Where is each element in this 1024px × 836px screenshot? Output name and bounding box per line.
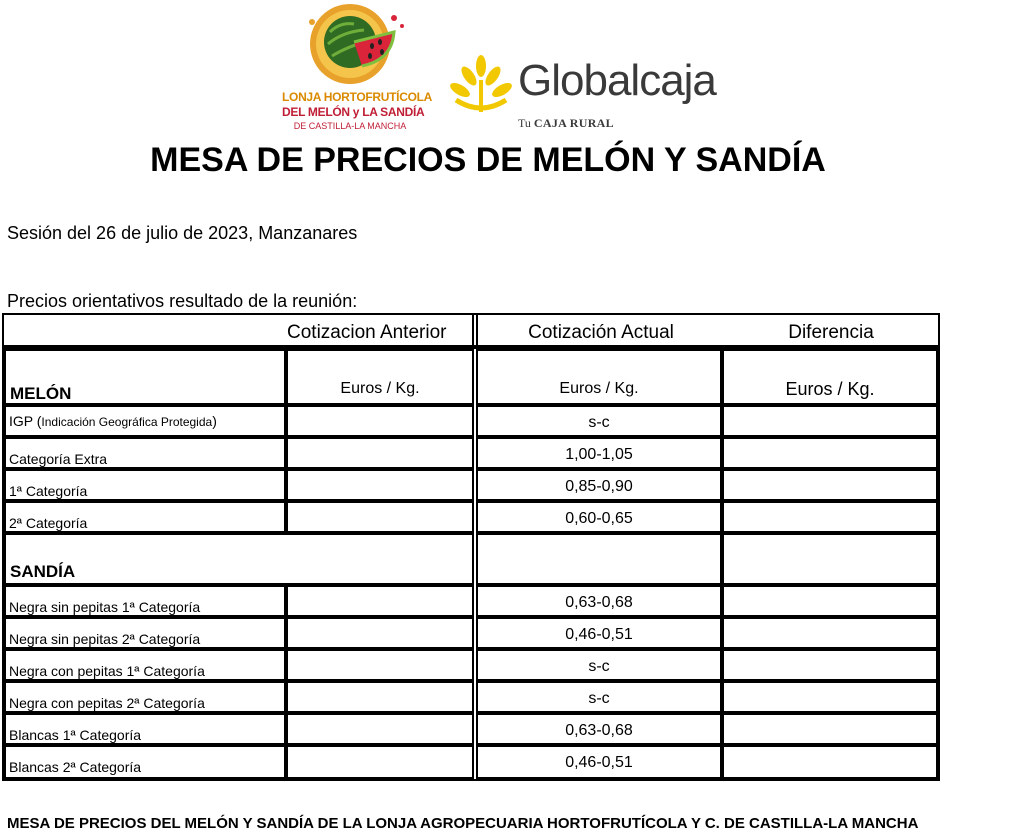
sandia-current-header-cell	[476, 533, 722, 585]
sandia-row-label: Blancas 1ª Categoría	[4, 713, 286, 745]
unit-previous-melon: Euros / Kg.	[286, 349, 474, 405]
section-label-sandia: SANDÍA	[4, 533, 474, 585]
melon-current-value: s-c	[476, 405, 722, 437]
melon-row-label: 2ª Categoría	[4, 501, 286, 533]
melon-current-value: 0,60-0,65	[476, 501, 722, 533]
melon-difference-value	[722, 469, 938, 501]
sandia-previous-value	[286, 681, 474, 713]
melon-previous-value	[286, 405, 474, 437]
melon-difference-value	[722, 501, 938, 533]
melon-row-label-small: Indicación Geográfica Protegida	[41, 415, 213, 429]
sandia-current-value: 0,63-0,68	[476, 585, 722, 617]
melon-current-value: 0,85-0,90	[476, 469, 722, 501]
header-current: Cotización Actual	[478, 315, 724, 345]
sandia-difference-value	[722, 713, 938, 745]
sandia-difference-value	[722, 681, 938, 713]
sandia-row-label: Negra con pepitas 2ª Categoría	[4, 681, 286, 713]
session-info: Sesión del 26 de julio de 2023, Manzanares	[7, 223, 358, 243]
lonja-logo-line3: DE CASTILLA-LA MANCHA	[293, 121, 407, 131]
melon-current-value: 1,00-1,05	[476, 437, 722, 469]
melon-difference-value	[722, 437, 938, 469]
melon-previous-value	[286, 501, 474, 533]
sandia-row-label: Negra sin pepitas 1ª Categoría	[4, 585, 286, 617]
melon-previous-value	[286, 469, 474, 501]
intro-text: Precios orientativos resultado de la reunión:	[7, 291, 358, 311]
sandia-difference-value	[722, 745, 938, 779]
globalcaja-name: Globalcaja	[518, 56, 716, 105]
lonja-logo	[282, 2, 432, 136]
sandia-current-value: 0,63-0,68	[476, 713, 722, 745]
melon-previous-value	[286, 437, 474, 469]
sandia-difference-value	[722, 585, 938, 617]
melon-difference-value	[722, 405, 938, 437]
sandia-current-value: s-c	[476, 681, 722, 713]
header-previous: Cotizacion Anterior	[285, 315, 474, 345]
watermelon-icon	[282, 2, 418, 92]
sandia-previous-value	[286, 617, 474, 649]
globalcaja-tagline-main: CAJA RURAL	[533, 116, 614, 130]
sandia-row-label: Blancas 2ª Categoría	[4, 745, 286, 779]
sandia-difference-value	[722, 649, 938, 681]
melon-row-label: 1ª Categoría	[4, 469, 286, 501]
lonja-logo-line1: LONJA HORTOFRUTÍCOLA	[282, 90, 432, 104]
unit-current-melon: Euros / Kg.	[476, 349, 722, 405]
sandia-difference-value	[722, 617, 938, 649]
melon-row-label	[4, 405, 286, 437]
price-table	[2, 313, 940, 781]
sandia-row-label: Negra con pepitas 1ª Categoría	[4, 649, 286, 681]
section-label-melon: MELÓN	[4, 349, 286, 405]
sandia-previous-value	[286, 649, 474, 681]
globalcaja-tagline	[518, 116, 614, 131]
sandia-previous-value	[286, 713, 474, 745]
wheat-icon	[448, 54, 514, 114]
melon-row-label-main: IGP (	[9, 413, 42, 429]
unit-difference-melon: Euros / Kg.	[722, 349, 938, 405]
sandia-row-label: Negra sin pepitas 2ª Categoría	[4, 617, 286, 649]
sandia-previous-value	[286, 745, 474, 779]
melon-row-label: Categoría Extra	[4, 437, 286, 469]
header-difference: Diferencia	[724, 315, 938, 345]
page-title: MESA DE PRECIOS DE MELÓN Y SANDÍA	[150, 141, 826, 179]
globalcaja-tagline-prefix: Tu	[518, 116, 531, 130]
lonja-logo-line2: DEL MELÓN y LA SANDÍA	[282, 105, 425, 119]
sandia-current-value: s-c	[476, 649, 722, 681]
footer-text: MESA DE PRECIOS DEL MELÓN Y SANDÍA DE LA LONJA AGROPECUARIA HORTOFRUTÍCOLA Y C. DE CASTILLA-LA MANCHA	[7, 815, 919, 832]
melon-row-label-end: )	[212, 413, 217, 429]
globalcaja-logo	[448, 50, 718, 136]
sandia-current-value: 0,46-0,51	[476, 745, 722, 779]
sandia-current-value: 0,46-0,51	[476, 617, 722, 649]
sandia-difference-header-cell	[722, 533, 938, 585]
sandia-previous-value	[286, 585, 474, 617]
